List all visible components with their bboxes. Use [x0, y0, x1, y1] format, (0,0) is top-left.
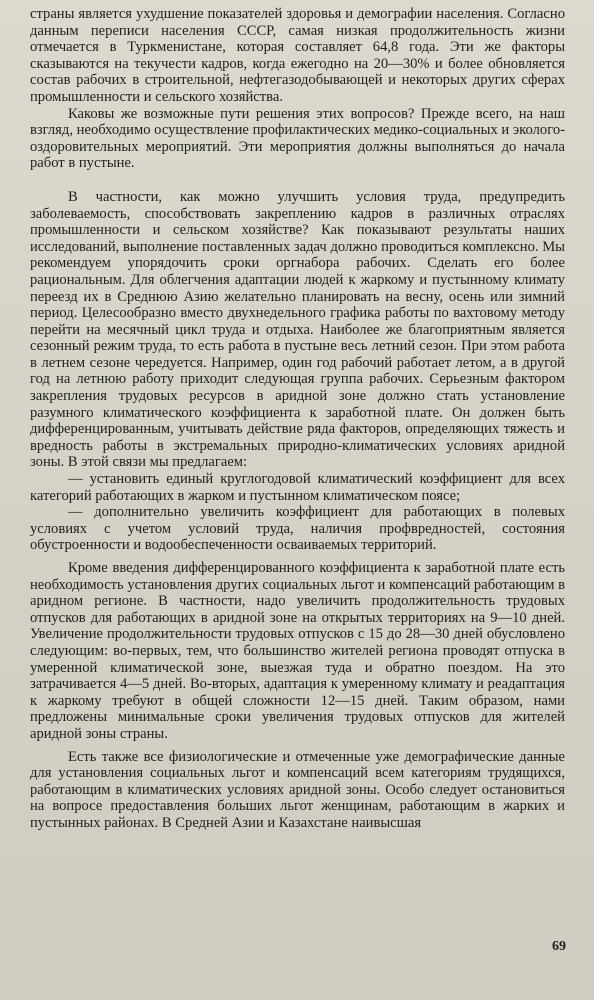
list-item-2: — дополнительно увеличить коэффициент для работающих в полевых условиях с учетом условий труда, наличия профвредностей, состояния обустроенности и водообеспеченности осваиваемых территорий. — [30, 504, 565, 554]
paragraph-1: страны является ухудшение показателей здоровья и демографии населения. Согласно данным переписи населения СССР, самая низкая продолжительность жизни отмечается в Туркменистане, которая составляет 64,8 года. Эти же факторы сказываются на текучести кадров, когда ежегодно на 20—30% и более обновляется состав рабочих в строительной, нефтегазодобывающей и некоторых других сферах промышленности и сельского хозяйства. — [30, 6, 565, 105]
page-number: 69 — [552, 939, 566, 954]
paragraph-3: В частности, как можно улучшить условия труда, предупредить заболеваемость, способствовать закреплению кадров в различных отраслях промышленности и сельском хозяйстве? Как показывают результаты наших исследований, выполнение поставленных задач должно проводиться комплексно. Мы рекомендуем упорядочить сроки оргнабора рабочих. Сделать его более рациональным. Для облегчения адаптации людей к жаркому и пустынному климату переезд их в Среднюю Азию желательно планировать на весну, осень или зимний период. Целесообразно вместо двухнедельного графика работы по вахтовому методу перейти на месячный цикл труда и отдыха. Наиболее же благоприятным является сезонный режим труда, то есть работа в пустыне весь летний сезон. При этом работа в летнем сезоне чередуется. Например, один год рабочий работает летом, а в другой год на летнюю работу приходит следующая группа рабочих. Серьезным фактором закрепления трудовых ресурсов в аридной зоне должно стать установление разумного климатического коэффициента к заработной плате. Он должен быть дифференцированным, учитывать действие ряда факторов, определяющих тяжесть и вредность работы в экстремальных природно-климатических условиях аридной зоны. В этой связи мы предлагаем: — [30, 188, 565, 471]
paragraph-4: Кроме введения дифференцированного коэффициента к заработной плате есть необходимость установления других социальных льгот и компенсаций работающим в аридном регионе. В частности, надо увеличить продолжительность трудовых отпусков для работающих в аридной зоне на открытых территориях на 9—10 дней. Увеличение продолжительности трудовых отпусков с 15 до 28—30 дней обусловлено следующим: во-первых, тем, что большинство жителей региона проводят отпуска в умеренной климатической зоне, выезжая туда и обратно поездом. На это затрачивается 4—5 дней. Во-вторых, адаптация к умеренному климату и реадаптация к жаркому требуют в общей сложности 12—15 дней. Таким образом, нами предложены минимальные сроки увеличения трудовых отпусков для жителей аридной зоны страны. — [30, 560, 565, 742]
paragraph-5: Есть также все физиологические и отмеченные уже демографические данные для установления социальных льгот и компенсаций всем категориям трудящихся, работающим в климатических условиях аридной зоны. Особо следует остановиться на вопросе предоставления больших льгот женщинам, работающим в жарких и пустынных районах. В Средней Азии и Казахстане наивысшая — [30, 748, 565, 831]
paragraph-2: Каковы же возможные пути решения этих вопросов? Прежде всего, на наш взгляд, необходимо осуществление профилактических медико-социальных и эколого-оздоровительных мероприятий. Эти мероприятия должны выполняться до начала работ в пустыне. — [30, 105, 565, 172]
list-item-1: — установить единый круглогодовой климатический коэффициент для всех категорий работающих в жарком и пустынном климатическом поясе; — [30, 471, 565, 504]
body-text — [30, 6, 565, 832]
